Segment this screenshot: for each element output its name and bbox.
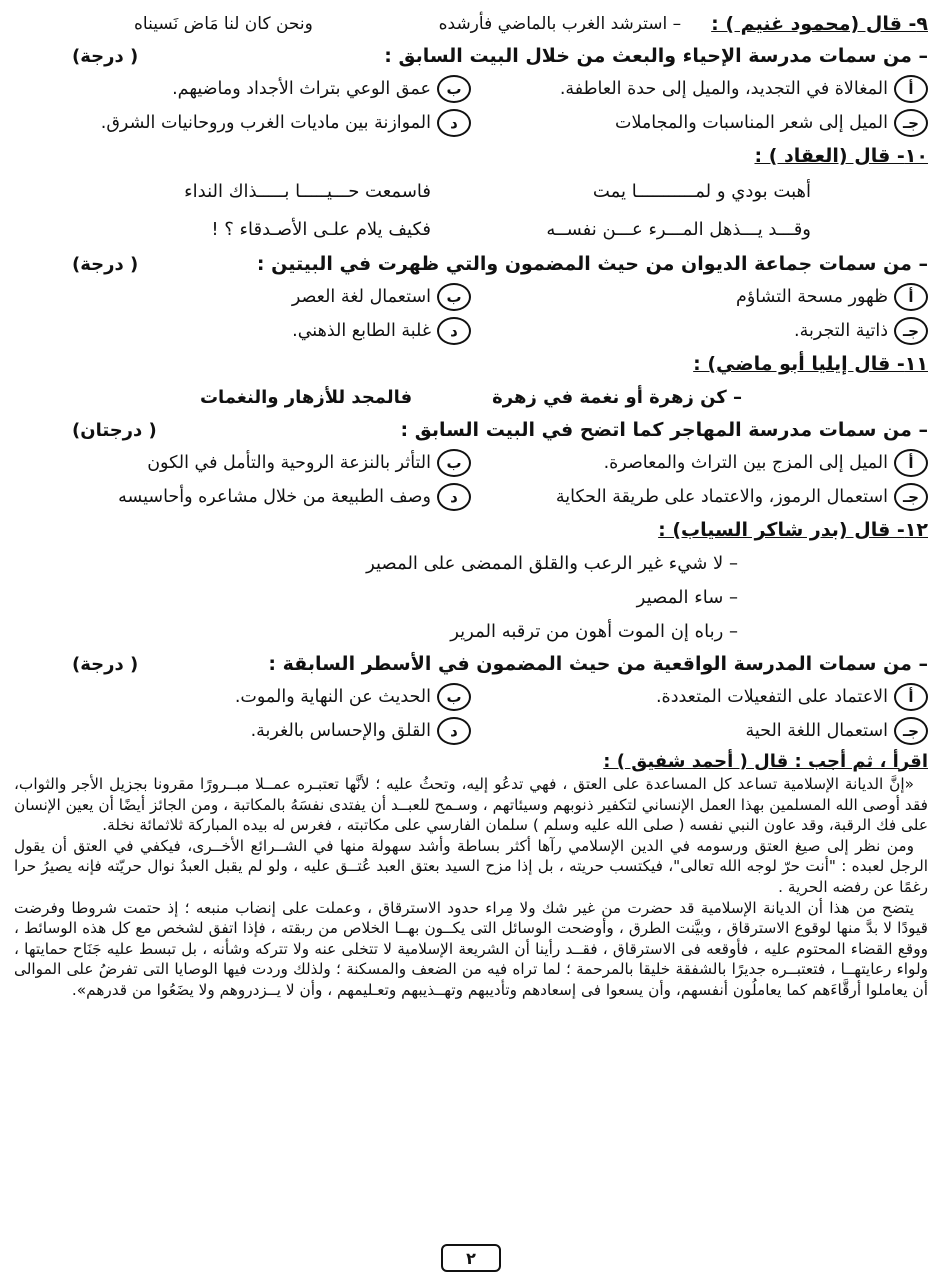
question-10-verse-2 <box>14 210 928 248</box>
option-letter-badge: أ <box>894 75 928 103</box>
question-9-grade: ( درجة) <box>72 45 139 67</box>
question-11-prompt: – من سمات مدرسة المهاجر كما اتضح في البيت السابق : <box>400 419 928 441</box>
poem-line-text: – رباه إن الموت أهون من ترقبه المرير <box>450 620 738 642</box>
page-footer <box>0 1244 942 1272</box>
option-text: الموازنة بين ماديات الغرب وروحانيات الشرق. <box>100 113 431 133</box>
question-12-grade: ( درجة) <box>72 653 139 675</box>
option-letter-badge: جـ <box>894 717 928 745</box>
poem-line <box>14 614 928 648</box>
option-letter-badge: ب <box>437 283 471 311</box>
verse-hemistich: – كن زهرة أو نغمة في زهرة <box>492 386 743 408</box>
question-11-verse <box>14 380 928 414</box>
q10-option-c[interactable] <box>471 317 928 345</box>
passage-paragraph: «إنَّ الديانة الإسلامية تساعد كل المساعدة على العتق ، فهي تدعُو إليه، وتحثُ عليه ؛ لأنَّها تعتبـره عمــلا مبــرورًا مقرونا بجزيل الأجر والثواب، فقد أوصى الله المسلمين بهذا العمل الإنساني لتكفير ذنوبهم وسيئاتهم ، وسـمح للعبــد أن يفتدى نفسَهُ بالمكاتبة ، ومن الجائز أيضًا أن يعين الإنسان على فك الرقبة، وقد عاون النبي نفسه ( صلى الله عليه وسلم ) سلمان الفارسي على مكاتبته ، فغرس له بيده المباركة ثلاثمائة نخلة. <box>14 775 928 835</box>
question-10-label: ١٠- قال (العقاد ) : <box>754 145 928 167</box>
option-text: استعمال لغة العصر <box>291 287 431 307</box>
q9-option-b[interactable] <box>14 75 471 103</box>
question-11-prompt-row <box>14 414 928 446</box>
question-9-header <box>14 8 928 40</box>
verse-hemistich: وقـــد يـــذهل المـــرء عـــن نفســه <box>546 218 811 240</box>
q10-option-a[interactable] <box>471 283 928 311</box>
verse-hemistich: فالمجد للأزهار والنغمات <box>199 386 413 408</box>
q11-option-a[interactable] <box>471 449 928 477</box>
question-12-prompt-row <box>14 648 928 680</box>
option-text: الحديث عن النهاية والموت. <box>234 687 431 707</box>
option-text: عمق الوعي بتراث الأجداد وماضيهم. <box>172 79 431 99</box>
option-text: ظهور مسحة التشاؤم <box>736 287 888 307</box>
q11-option-b[interactable] <box>14 449 471 477</box>
option-letter-badge: جـ <box>894 317 928 345</box>
poem-line <box>14 580 928 614</box>
option-letter-badge: أ <box>894 283 928 311</box>
option-text: الميل إلى المزج بين التراث والمعاصرة. <box>603 453 888 473</box>
reading-heading-row <box>14 748 928 774</box>
question-12-prompt: – من سمات المدرسة الواقعية من حيث المضمون في الأسطر السابقة : <box>268 653 928 675</box>
question-11-options-row-1 <box>14 446 928 480</box>
reading-passage <box>14 774 928 1001</box>
passage-paragraph: ومن نظر إلى صيغ العتق ورسومه في الدين الإسلامي رآها أكثر بساطة وأشد سهولة منها في الشــرائع الأخــرى، فيكفي في العتق أن يقول الرجل لعبده : "أنت حرّ لوجه الله تعالى"، فيكتسب حريته ، بل إذا مزح السيد بعتق العبد عُتــق عليه ، ولو لم يقبل العبدُ نوال حريّته فإنه يصيرُ حرا رغمًا عن رفضه الحرية . <box>14 836 928 896</box>
question-11-label: ١١- قال إيليا أبو ماضي) : <box>693 353 928 375</box>
option-letter-badge: أ <box>894 449 928 477</box>
q11-option-d[interactable] <box>14 483 471 511</box>
option-text: استعمال الرموز، والاعتماد على طريقة الحكاية <box>555 487 888 507</box>
option-text: استعمال اللغة الحية <box>745 721 888 741</box>
q9-option-d[interactable] <box>14 109 471 137</box>
question-9-options-row-2 <box>14 106 928 140</box>
option-text: القلق والإحساس بالغربة. <box>250 721 431 741</box>
option-text: التأثر بالنزعة الروحية والتأمل في الكون <box>147 453 431 473</box>
poem-line <box>14 546 928 580</box>
option-text: الميل إلى شعر المناسبات والمجاملات <box>615 113 888 133</box>
question-10-grade: ( درجة) <box>72 253 139 275</box>
option-letter-badge: ب <box>437 683 471 711</box>
q12-option-d[interactable] <box>14 717 471 745</box>
verse-hemistich: أهبت بودي و لمـــــــــــا يمت <box>592 180 811 202</box>
option-letter-badge: ب <box>437 449 471 477</box>
question-10-prompt-row <box>14 248 928 280</box>
option-letter-badge: د <box>437 317 471 345</box>
page-number: ٢ <box>441 1244 501 1272</box>
verse-hemistich: فكيف يلام علـى الأصـدقاء ؟ ! <box>211 218 431 240</box>
option-text: وصف الطبيعة من خلال مشاعره وأحاسيسه <box>118 487 431 507</box>
option-letter-badge: د <box>437 717 471 745</box>
q9-option-a[interactable] <box>471 75 928 103</box>
option-text: الاعتماد على التفعيلات المتعددة. <box>655 687 888 707</box>
question-9-prompt: – من سمات مدرسة الإحياء والبعث من خلال البيت السابق : <box>384 45 928 67</box>
option-text: ذاتية التجربة. <box>794 321 888 341</box>
question-9-prompt-row <box>14 40 928 72</box>
passage-paragraph: يتضح من هذا أن الديانة الإسلامية قد حضرت من غير شك ولا مِراء حدود الاسترقاق ، وعملت على إنضاب منبعه ؛ إذ حتمت شروطا وفرضت قيودًا لا بدَّ منها لوقوع الاسترقاق ، وبيَّنت الطرق ، وأوضحت الوسائل التى يكــون بهــا الخلاص من ربقته ، فإذا اتفق لشخص مع كل هذه الوسائط ، ووقع القضاء المحتوم عليه ، فأوقعه فى الاسترقاق ، فقــد رأينا أن الشريعة الإسلامية لا تتخلى عنه ولا تتركه وشأنه ، بل تبسط عليه جَنَاح حمايتها ، ولواء رعايتهــا ، فتعتبــره جديرًا بالشفقة خليقا بالمرحمة ؛ لما تراه فيه من الضعف والمسكنة ؛ ولذلك وردت فيها الوصايا التى تفرضُ على الموالى أن يعاملوا أرقَّاءَهم كما يعاملُون أنفسهم، وأن يسعوا فى إسعادهم وتأديبهم وتهــذيبهم وتعـليمهم ، وأن لا يــزدروهم ولا يضَعُوا من قدرهم». <box>14 898 928 999</box>
question-9-options-row-1 <box>14 72 928 106</box>
reading-heading: اقرأ ، ثم أجب : قال ( أحمد شفيق ) : <box>603 750 928 772</box>
question-9-label: ٩- قال (محمود غنيم ) : <box>711 13 928 35</box>
question-10-verse-1 <box>14 172 928 210</box>
option-letter-badge: ب <box>437 75 471 103</box>
question-11-header <box>14 348 928 380</box>
option-letter-badge: جـ <box>894 109 928 137</box>
question-10-options-row-2 <box>14 314 928 348</box>
option-text: المغالاة في التجديد، والميل إلى حدة العاطفة. <box>559 79 888 99</box>
q9-option-c[interactable] <box>471 109 928 137</box>
q11-option-c[interactable] <box>471 483 928 511</box>
question-11-grade: ( درجتان) <box>72 419 157 441</box>
question-12-options-row-2 <box>14 714 928 748</box>
question-10-header <box>14 140 928 172</box>
question-12-options-row-1 <box>14 680 928 714</box>
option-letter-badge: أ <box>894 683 928 711</box>
question-10-prompt: – من سمات جماعة الديوان من حيث المضمون والتي ظهرت في البيتين : <box>256 253 928 275</box>
question-12-label: ١٢- قال (بدر شاكر السياب) : <box>658 519 928 541</box>
question-11-options-row-2 <box>14 480 928 514</box>
option-letter-badge: د <box>437 109 471 137</box>
question-9-verse-first: – استرشد الغرب بالماضي فأرشده <box>438 14 682 34</box>
question-9-verse-second: ونحن كان لنا مَاض نَسيناه <box>134 14 313 34</box>
q12-option-c[interactable] <box>471 717 928 745</box>
question-12-header <box>14 514 928 546</box>
q12-option-a[interactable] <box>471 683 928 711</box>
poem-line-text: – ساء المصير <box>636 586 738 608</box>
verse-hemistich: فاسمعت حـــيـــــا بـــــذاك النداء <box>184 180 431 202</box>
option-letter-badge: د <box>437 483 471 511</box>
question-10-options-row-1 <box>14 280 928 314</box>
q12-option-b[interactable] <box>14 683 471 711</box>
option-text: غلبة الطابع الذهني. <box>292 321 431 341</box>
poem-line-text: – لا شيء غير الرعب والقلق الممضى على المصير <box>366 552 738 574</box>
option-letter-badge: جـ <box>894 483 928 511</box>
q10-option-d[interactable] <box>14 317 471 345</box>
q10-option-b[interactable] <box>14 283 471 311</box>
